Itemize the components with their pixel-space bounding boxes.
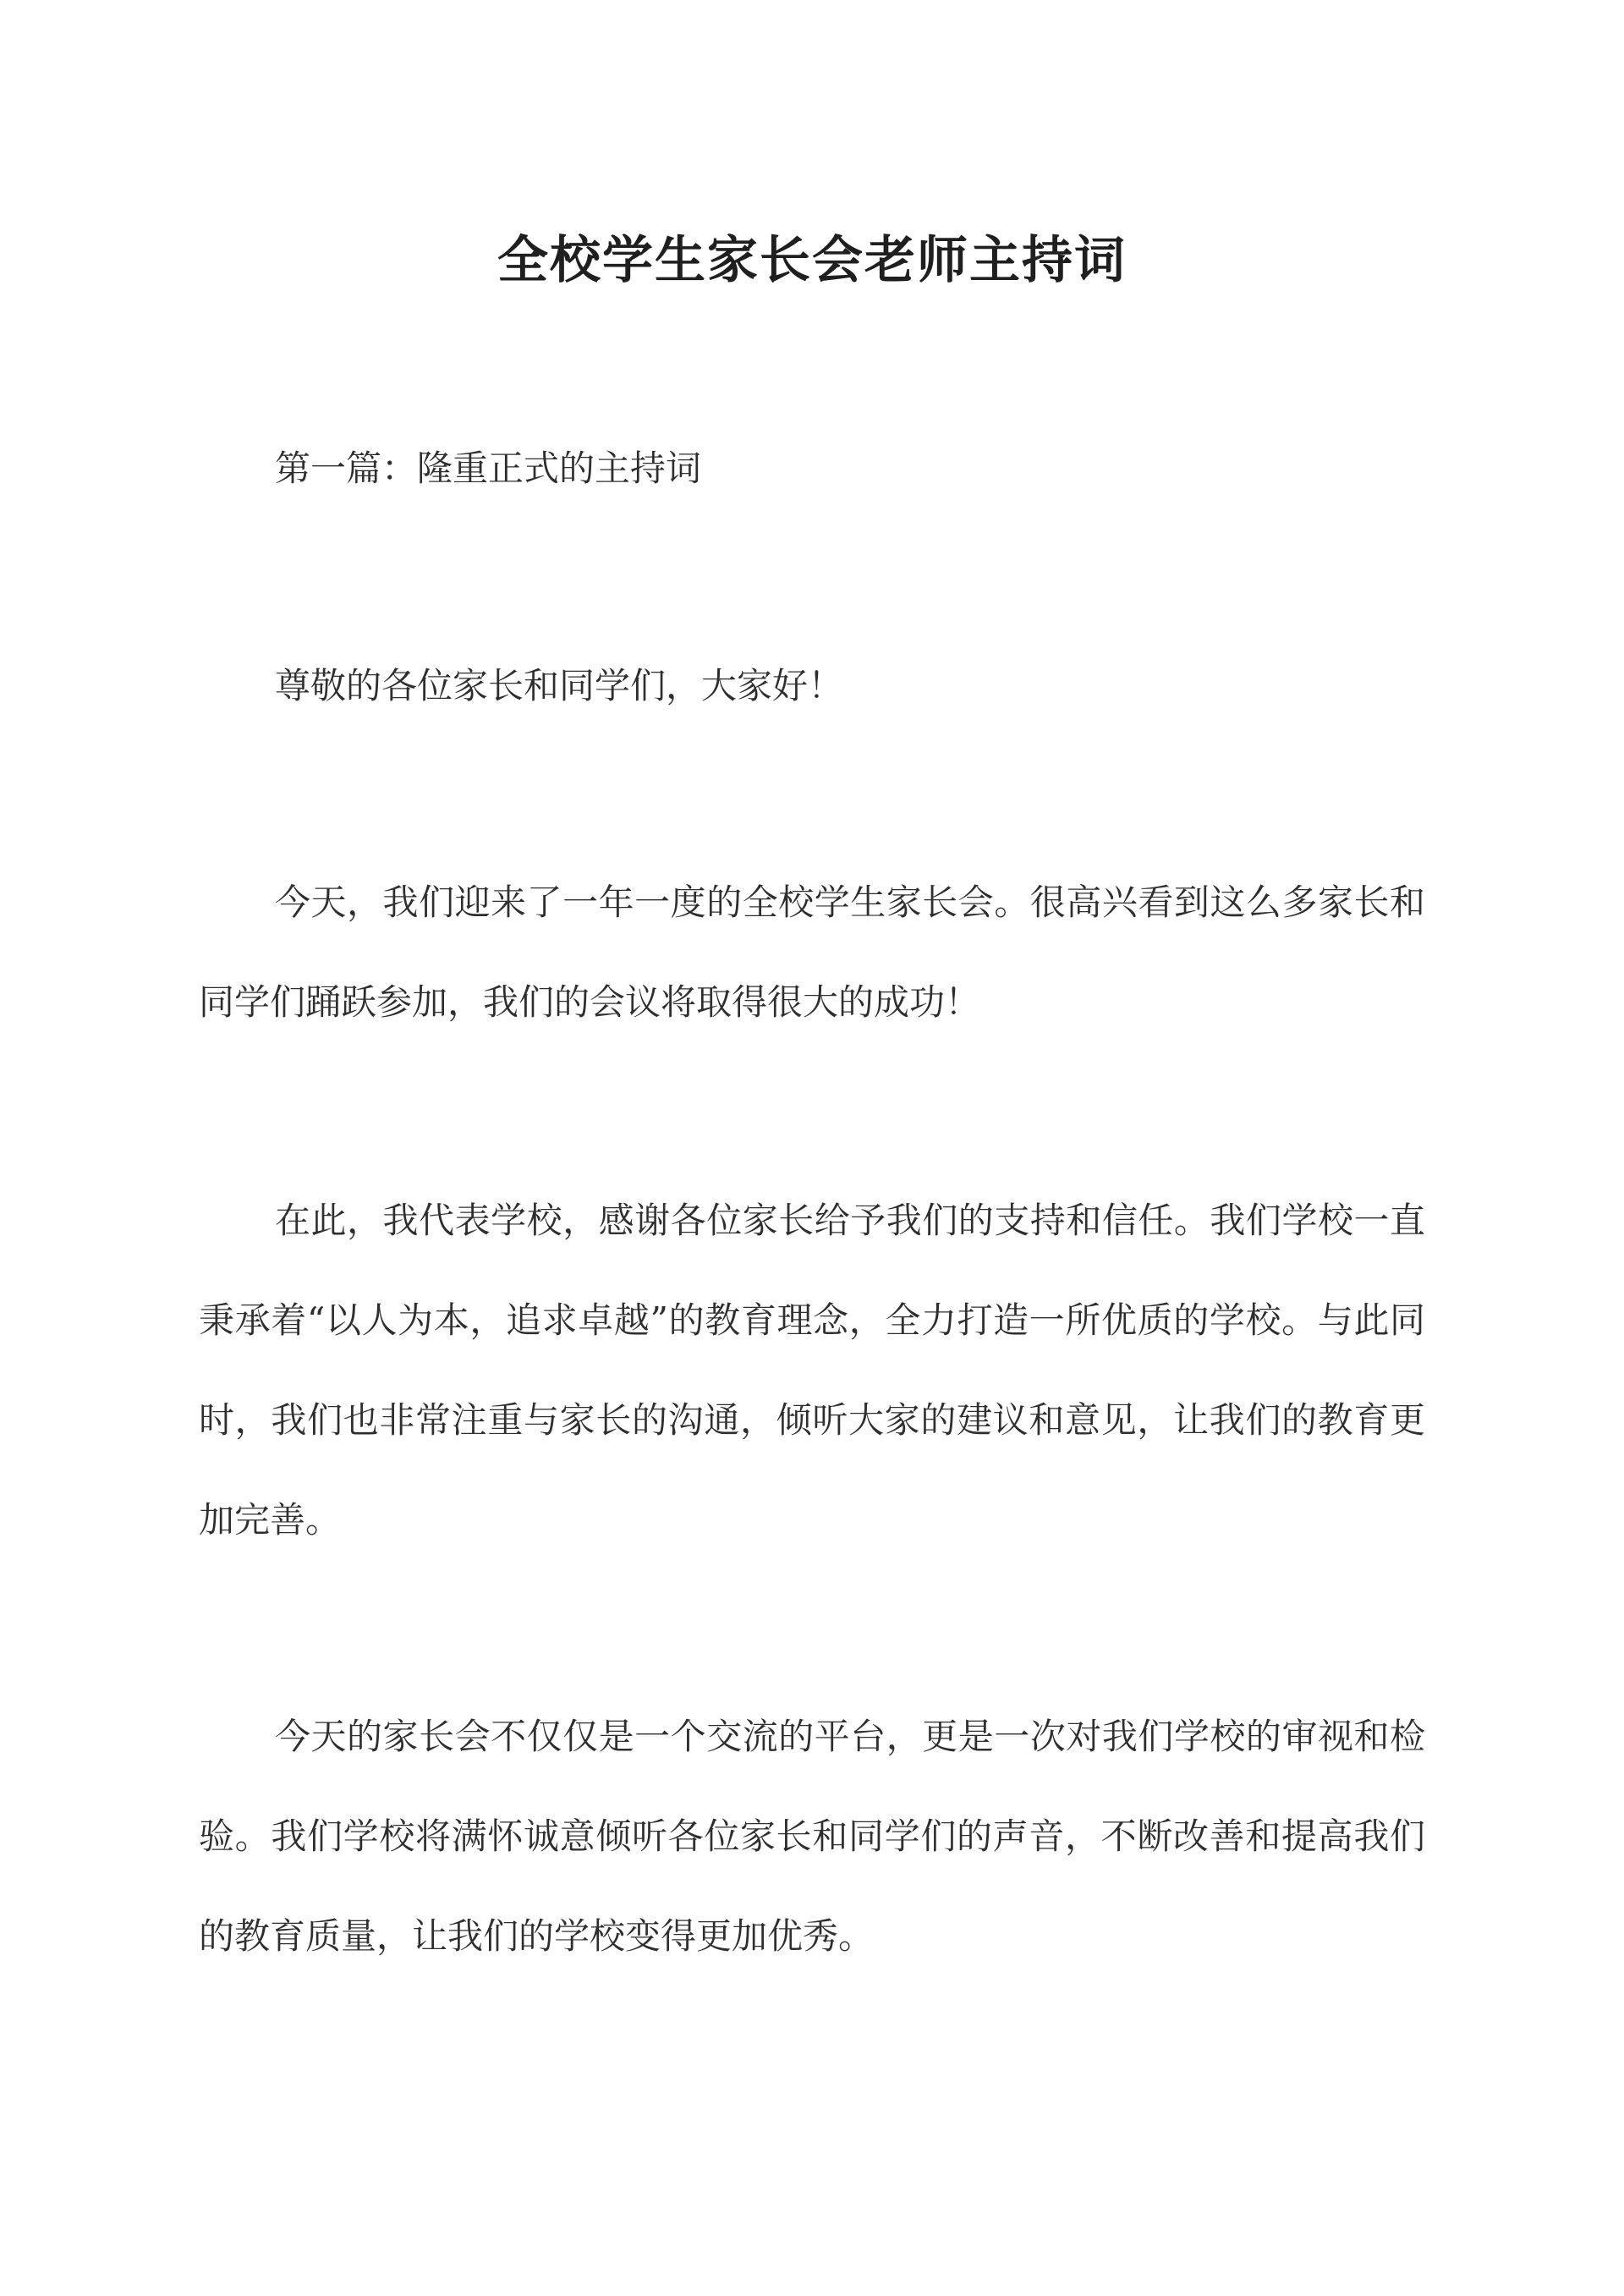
section-heading: 第一篇：隆重正式的主持词: [275, 448, 702, 489]
body-paragraph: 在此，我代表学校，感谢各位家长给予我们的支持和信任。我们学校一直秉承着“以人为本，追求卓越”的教育理念，全力打造一所优质的学校。与此同时，我们也非常注重与家长的沟通，倾听大家的建议和意见，让我们的教育更加完善。: [199, 1200, 1425, 1541]
greeting-paragraph: 尊敬的各位家长和同学们，大家好！: [275, 665, 844, 706]
body-paragraph: 今天的家长会不仅仅是一个交流的平台，更是一次对我们学校的审视和检验。我们学校将满怀诚意倾听各位家长和同学们的声音，不断改善和提高我们的教育质量，让我们的学校变得更加优秀。: [199, 1716, 1425, 1957]
document-title: 全校学生家长会老师主持词: [497, 231, 1127, 291]
body-paragraph: 今天，我们迎来了一年一度的全校学生家长会。很高兴看到这么多家长和同学们踊跃参加，我们的会议将取得很大的成功！: [199, 882, 1425, 1023]
